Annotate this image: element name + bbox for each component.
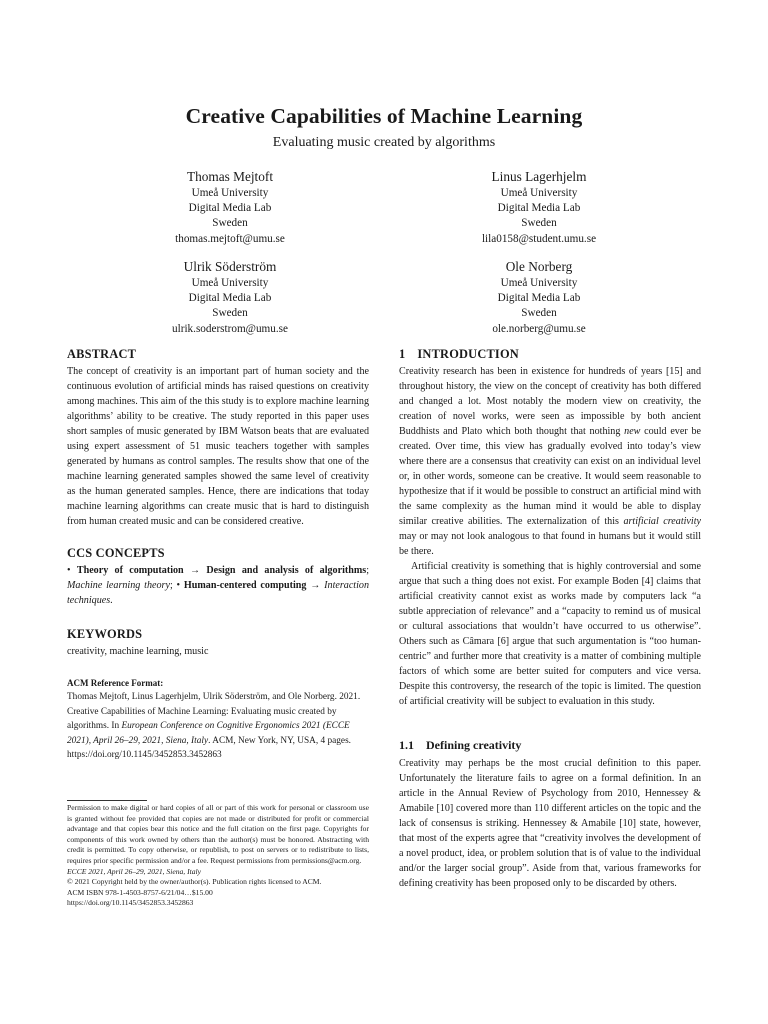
- keywords-text: creativity, machine learning, music: [67, 646, 209, 657]
- author-country: Sweden: [521, 307, 557, 320]
- author-dept: Digital Media Lab: [188, 202, 272, 215]
- author-affiliation: Umeå University: [500, 187, 578, 199]
- author-block: [414, 168, 664, 247]
- left-column: [67, 347, 369, 763]
- subsection-number: 1.1: [399, 738, 414, 752]
- section-title: INTRODUCTION: [417, 347, 519, 361]
- paper-title: Creative Capabilities of Machine Learning: [185, 104, 583, 128]
- keywords-heading: KEYWORDS: [67, 627, 143, 641]
- permission-text: Permission to make digital or hard copies of all or part of this work for personal or classroom use is granted without fee provided that copies are not made or distributed for profit or commercial advantage and that copies bear this notice and the full citation on the first page. Copyrights for components of this work owned by others than the author(s) must be honored. Abstracting with credit is permitted. To copy otherwise, or republish, to post on servers or to redistribute to lists, requires prior specific permission and/or a fee. Request permissions from permissions@acm.org.: [67, 803, 369, 865]
- author-dept: Digital Media Lab: [188, 292, 272, 305]
- acm-ref-tail: . ACM, New York, NY, USA, 4 pages. https://doi.org/10.1145/3452853.3452863: [67, 735, 352, 761]
- author-affiliation: Umeå University: [191, 277, 269, 289]
- acm-ref-venue: European Conference on Cognitive Ergonomics 2021 (ECCE 2021), April 26–29, 2021, Siena, Italy: [67, 721, 350, 746]
- intro-text: Creativity research has been in existence for hundreds of years [15] and throughout history, the view on the concept of creativity has both differed and changed a lot. Most notably the modern view on creativity, the creation of novel works, were seen as impossible by both ancient Buddhists and Plato which both thought that nothing: [399, 366, 701, 437]
- abstract-heading: ABSTRACT: [67, 347, 137, 361]
- author-affiliation: Umeå University: [500, 277, 578, 289]
- acm-ref-authors: Thomas Mejtoft, Linus Lagerhjelm, Ulrik Söderström, and Ole Norberg. 2021. Creative Capabilities of Machine Learning: Evaluating music created by algorithms. In: [67, 692, 361, 732]
- author-block: [105, 258, 355, 337]
- ccs-separator: ;: [366, 565, 369, 576]
- ccs-text: [67, 563, 369, 608]
- defining-paragraph: Creativity may perhaps be the most crucial definition to this paper. Unfortunately the literature fails to agree on a formal definition. In an article in the Annual Review of Psychology from 2010, Hennessey & Amabile [10] covered more than 110 different articles on the topic and the lack of consensus is striking. Hennessey & Amabile [10] state, however, that most of the experts agree that “creativity involves the development of a novel product, idea, or problem solution that is of value to the individual and/or the larger social group”. Aside from that, various frameworks for defining creativity has been proposed only to be discarded by others.: [399, 758, 701, 889]
- author-name: Ulrik Söderström: [183, 259, 277, 274]
- ccs-concept-1-sub: Machine learning theory: [67, 580, 170, 591]
- ccs-bullet: •: [67, 565, 77, 576]
- intro-emphasis: artificial creativity: [623, 516, 702, 527]
- paper-subtitle: Evaluating music created by algorithms: [272, 135, 496, 150]
- permission-copyright: © 2021 Copyright held by the owner/author(s). Publication rights licensed to ACM.: [67, 877, 322, 887]
- author-block: [105, 168, 355, 247]
- author-block: [414, 258, 664, 337]
- author-dept: Digital Media Lab: [497, 292, 581, 305]
- footnote-rule: [67, 800, 147, 801]
- intro-emphasis: new: [624, 426, 641, 437]
- subsection-heading: [399, 738, 701, 753]
- author-email: thomas.mejtoft@umu.se: [175, 232, 285, 245]
- ccs-arrow: →: [306, 580, 325, 591]
- intro-heading: [399, 347, 701, 362]
- intro-paragraph: [399, 364, 701, 559]
- author-country: Sweden: [212, 307, 248, 320]
- ccs-separator: ; •: [169, 580, 184, 591]
- author-email: ole.norberg@umu.se: [492, 322, 586, 335]
- author-country: Sweden: [212, 217, 248, 230]
- intro-text: may or may not look analogous to that found in humans but it would still be there.: [399, 531, 701, 557]
- author-dept: Digital Media Lab: [497, 202, 581, 215]
- acm-ref-text: [67, 690, 369, 763]
- ccs-heading: CCS CONCEPTS: [67, 546, 165, 560]
- author-email: ulrik.soderstrom@umu.se: [172, 322, 288, 335]
- permission-isbn: ACM ISBN 978-1-4503-8757-6/21/04…$15.00: [67, 887, 213, 897]
- permission-venue-text: ECCE 2021, April 26–29, 2021, Siena, Italy: [67, 866, 202, 876]
- author-country: Sweden: [521, 217, 557, 230]
- section-number: 1: [399, 347, 406, 361]
- intro-paragraph: Artificial creativity is something that is highly controversial and some argue that such a thing does not exist. For example Boden [4] claims that artificial creativity cannot exist as works made by computers lack “a subtle appreciation of relevance” and a “capacity to remind us of musical or cultural associations that wouldn’t have occurred to us otherwise”. Others such as Câmara [6] argue that such argumentation is “too human-centric” and further more that creativity is a matter of combining multiple factors of which some are better suited for computers and vice versa. Despite this controversy, the research of the topic is limited. The question of artificial creativity will be subject to evaluation in this study.: [399, 561, 701, 707]
- author-affiliation: Umeå University: [191, 187, 269, 199]
- ccs-concept-2-sub: Interaction techniques: [67, 580, 370, 606]
- author-name: Thomas Mejtoft: [186, 169, 274, 184]
- permission-venue: [67, 867, 369, 878]
- permission-block: [67, 803, 369, 909]
- permission-doi: https://doi.org/10.1145/3452853.3452863: [67, 898, 194, 908]
- abstract-text: The concept of creativity is an important part of human society and the continuous evolution of artificial minds has raised questions on creativity among machines. This aim of the this study is to explore machine learning algorithms’ ability to be creative. The study reported in this paper uses short samples of music generated by IBM Watson beats that are evaluated using expert assessment of 51 music teachers together with samples generated by humans as control samples. The results show that one of the machine learning generated samples showed the same level of creativity as the human generated samples. Hence, there are indications that today machine learning algorithms can create music that is hard to distinguish from human created music and can be considered creative.: [67, 366, 369, 527]
- intro-text: could ever be created. Over time, this view has gradually evolved into today’s view where there are a consensus that creativity can exist on an individual level or, in other words, someone can be creative. It would seem reasonable to hypothesize that if it would be possible to construct an artificial mind with the same complexity as the human mind it would be able to display similar creative abilities. The externalization of this: [399, 426, 701, 527]
- acm-ref-heading: ACM Reference Format:: [67, 678, 164, 688]
- ccs-end: .: [110, 595, 113, 606]
- ccs-concept-2: Human-centered computing: [183, 580, 307, 591]
- subsection-title: Defining creativity: [426, 738, 522, 752]
- author-email: lila0158@student.umu.se: [481, 232, 597, 245]
- author-name: Linus Lagerhjelm: [491, 169, 587, 184]
- ccs-concept-1: Theory of computation → Design and analysis of algorithms: [76, 565, 367, 576]
- author-name: Ole Norberg: [505, 259, 573, 274]
- right-column: [399, 347, 701, 891]
